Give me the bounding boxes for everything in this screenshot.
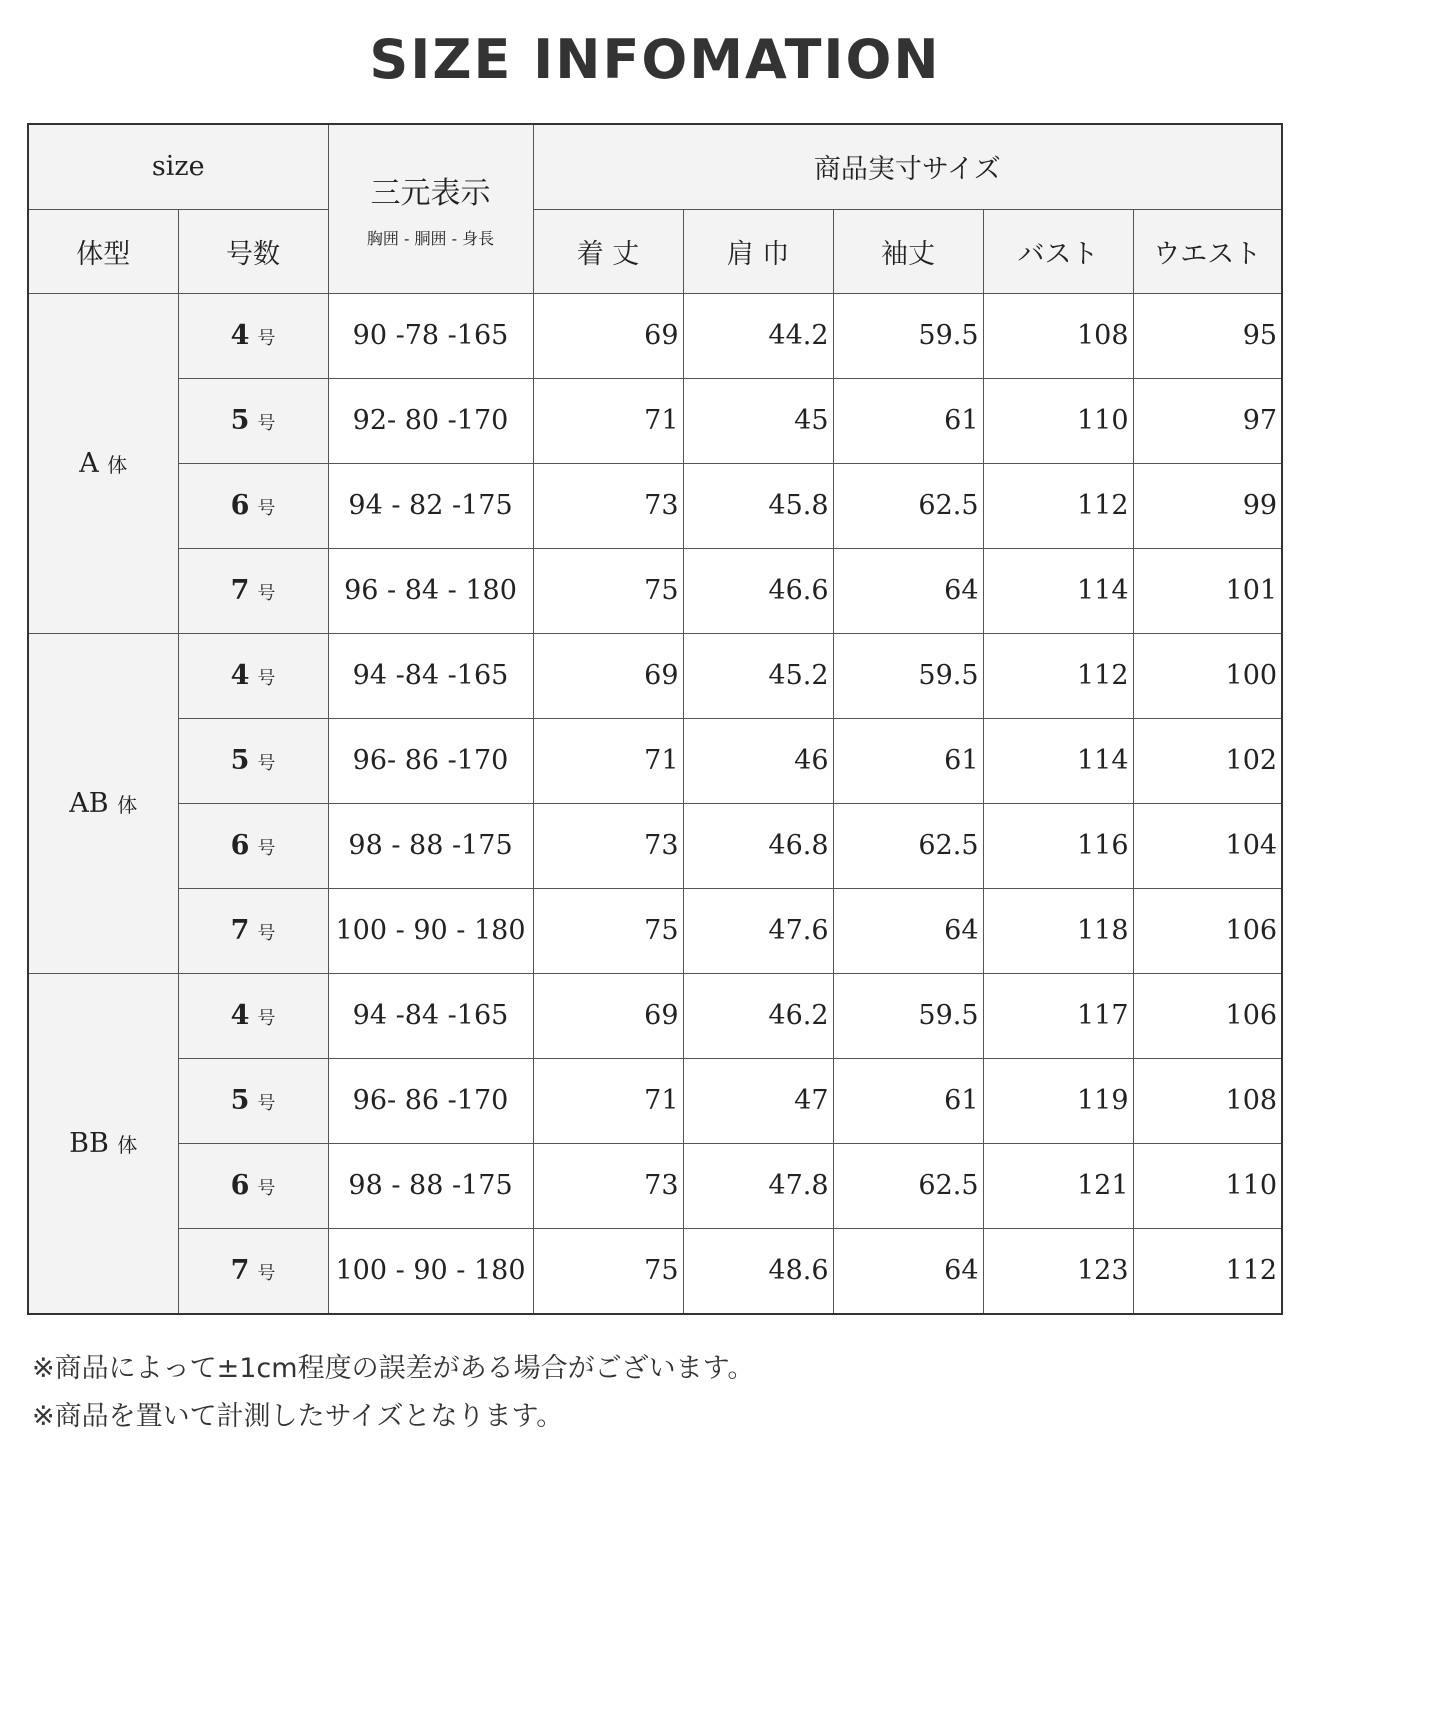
bust-cell: 114	[983, 718, 1133, 803]
size-no: 7	[230, 575, 250, 606]
length-cell: 75	[533, 548, 683, 633]
shoulder-cell: 47	[683, 1058, 833, 1143]
size-no: 6	[230, 830, 250, 861]
shoulder-cell: 46.6	[683, 548, 833, 633]
length-cell: 73	[533, 1143, 683, 1228]
length-cell: 73	[533, 803, 683, 888]
three-dim-cell: 94 - 82 -175	[328, 463, 533, 548]
bust-cell: 110	[983, 378, 1133, 463]
table-row	[28, 463, 1282, 548]
bust-cell: 118	[983, 888, 1133, 973]
three-dim-cell: 96 - 84 - 180	[328, 548, 533, 633]
size-no-cell	[178, 548, 328, 633]
bust-cell: 114	[983, 548, 1133, 633]
bust-cell: 121	[983, 1143, 1133, 1228]
header-size: size	[28, 124, 328, 209]
sleeve-cell: 62.5	[833, 463, 983, 548]
shoulder-cell: 46	[683, 718, 833, 803]
sleeve-cell: 64	[833, 548, 983, 633]
table-row	[28, 293, 1282, 378]
header-three-dim	[328, 124, 533, 293]
length-cell: 75	[533, 1228, 683, 1314]
shoulder-cell: 45.8	[683, 463, 833, 548]
table-row	[28, 548, 1282, 633]
table-row	[28, 633, 1282, 718]
size-no: 7	[230, 1255, 250, 1286]
size-no: 5	[230, 405, 250, 436]
three-dim-cell: 100 - 90 - 180	[328, 888, 533, 973]
shoulder-cell: 44.2	[683, 293, 833, 378]
table-row	[28, 1143, 1282, 1228]
header-three-dim-sub: 胸囲 - 胴囲 - 身長	[366, 229, 495, 249]
header-col-sleeve: 袖丈	[833, 209, 983, 293]
header-col-waist: ウエスト	[1133, 209, 1282, 293]
body-type-suffix: 体	[117, 792, 138, 817]
header-body-type: 体型	[28, 209, 178, 293]
header-col-bust: バスト	[983, 209, 1133, 293]
table-row	[28, 1228, 1282, 1314]
size-suffix: 号	[257, 498, 276, 519]
bust-cell: 119	[983, 1058, 1133, 1143]
size-no: 6	[230, 1170, 250, 1201]
body-type-cell	[28, 633, 178, 973]
sleeve-cell: 61	[833, 718, 983, 803]
shoulder-cell: 45	[683, 378, 833, 463]
waist-cell: 95	[1133, 293, 1282, 378]
length-cell: 69	[533, 293, 683, 378]
size-no-cell	[178, 378, 328, 463]
size-no: 5	[230, 1085, 250, 1116]
header-col-length: 着 丈	[533, 209, 683, 293]
three-dim-cell: 90 -78 -165	[328, 293, 533, 378]
body-type-label: AB	[69, 787, 109, 819]
header-three-dim-label: 三元表示	[370, 176, 491, 212]
bust-cell: 123	[983, 1228, 1133, 1314]
note-measurement: ※商品を置いて計測したサイズとなります。	[32, 1401, 564, 1432]
sleeve-cell: 59.5	[833, 293, 983, 378]
length-cell: 71	[533, 1058, 683, 1143]
sleeve-cell: 64	[833, 1228, 983, 1314]
size-no: 4	[230, 320, 250, 351]
waist-cell: 106	[1133, 888, 1282, 973]
size-suffix: 号	[257, 1008, 276, 1029]
size-no-cell	[178, 888, 328, 973]
sleeve-cell: 59.5	[833, 633, 983, 718]
notes	[32, 1345, 754, 1441]
three-dim-cell: 96- 86 -170	[328, 1058, 533, 1143]
size-table	[27, 123, 1283, 1315]
size-no-cell	[178, 1058, 328, 1143]
shoulder-cell: 46.8	[683, 803, 833, 888]
bust-cell: 117	[983, 973, 1133, 1058]
waist-cell: 110	[1133, 1143, 1282, 1228]
size-suffix: 号	[257, 1093, 276, 1114]
size-suffix: 号	[257, 1178, 276, 1199]
sleeve-cell: 64	[833, 888, 983, 973]
size-no-cell	[178, 718, 328, 803]
size-suffix: 号	[257, 413, 276, 434]
header-actual-size: 商品実寸サイズ	[533, 124, 1282, 209]
length-cell: 75	[533, 888, 683, 973]
shoulder-cell: 47.8	[683, 1143, 833, 1228]
length-cell: 73	[533, 463, 683, 548]
size-no-cell	[178, 1143, 328, 1228]
table-row	[28, 888, 1282, 973]
bust-cell: 112	[983, 633, 1133, 718]
waist-cell: 104	[1133, 803, 1282, 888]
three-dim-cell: 98 - 88 -175	[328, 1143, 533, 1228]
size-suffix: 号	[257, 838, 276, 859]
three-dim-cell: 92- 80 -170	[328, 378, 533, 463]
note-tolerance: ※商品によって±1cm程度の誤差がある場合がございます。	[32, 1353, 755, 1384]
three-dim-cell: 94 -84 -165	[328, 973, 533, 1058]
three-dim-cell: 100 - 90 - 180	[328, 1228, 533, 1314]
body-type-suffix: 体	[107, 452, 128, 477]
length-cell: 71	[533, 378, 683, 463]
waist-cell: 100	[1133, 633, 1282, 718]
length-cell: 69	[533, 633, 683, 718]
size-suffix: 号	[257, 583, 276, 604]
shoulder-cell: 47.6	[683, 888, 833, 973]
size-no: 4	[230, 1000, 250, 1031]
table-row	[28, 378, 1282, 463]
size-suffix: 号	[257, 668, 276, 689]
length-cell: 69	[533, 973, 683, 1058]
size-suffix: 号	[257, 1263, 276, 1284]
table-row	[28, 803, 1282, 888]
shoulder-cell: 46.2	[683, 973, 833, 1058]
sleeve-cell: 61	[833, 1058, 983, 1143]
size-no-cell	[178, 633, 328, 718]
shoulder-cell: 48.6	[683, 1228, 833, 1314]
size-suffix: 号	[257, 923, 276, 944]
table-row	[28, 973, 1282, 1058]
body-type-label: BB	[69, 1127, 109, 1159]
bust-cell: 108	[983, 293, 1133, 378]
size-no-cell	[178, 293, 328, 378]
body-type-suffix: 体	[117, 1132, 138, 1157]
waist-cell: 102	[1133, 718, 1282, 803]
sleeve-cell: 59.5	[833, 973, 983, 1058]
table-row	[28, 718, 1282, 803]
waist-cell: 108	[1133, 1058, 1282, 1143]
waist-cell: 97	[1133, 378, 1282, 463]
shoulder-cell: 45.2	[683, 633, 833, 718]
bust-cell: 116	[983, 803, 1133, 888]
three-dim-cell: 98 - 88 -175	[328, 803, 533, 888]
header-size-no: 号数	[178, 209, 328, 293]
size-no-cell	[178, 463, 328, 548]
waist-cell: 99	[1133, 463, 1282, 548]
waist-cell: 101	[1133, 548, 1282, 633]
three-dim-cell: 94 -84 -165	[328, 633, 533, 718]
waist-cell: 106	[1133, 973, 1282, 1058]
size-no: 7	[230, 915, 250, 946]
body-type-cell	[28, 293, 178, 633]
sleeve-cell: 62.5	[833, 803, 983, 888]
waist-cell: 112	[1133, 1228, 1282, 1314]
length-cell: 71	[533, 718, 683, 803]
size-no-cell	[178, 1228, 328, 1314]
size-no-cell	[178, 973, 328, 1058]
size-no: 4	[230, 660, 250, 691]
size-no: 5	[230, 745, 250, 776]
size-no-cell	[178, 803, 328, 888]
body-type-cell	[28, 973, 178, 1314]
size-no: 6	[230, 490, 250, 521]
header-col-shoulder: 肩 巾	[683, 209, 833, 293]
bust-cell: 112	[983, 463, 1133, 548]
size-suffix: 号	[257, 753, 276, 774]
page-title: SIZE INFOMATION	[369, 28, 941, 91]
three-dim-cell: 96- 86 -170	[328, 718, 533, 803]
size-suffix: 号	[257, 328, 276, 349]
sleeve-cell: 61	[833, 378, 983, 463]
sleeve-cell: 62.5	[833, 1143, 983, 1228]
body-type-label: A	[79, 447, 99, 479]
table-row	[28, 1058, 1282, 1143]
